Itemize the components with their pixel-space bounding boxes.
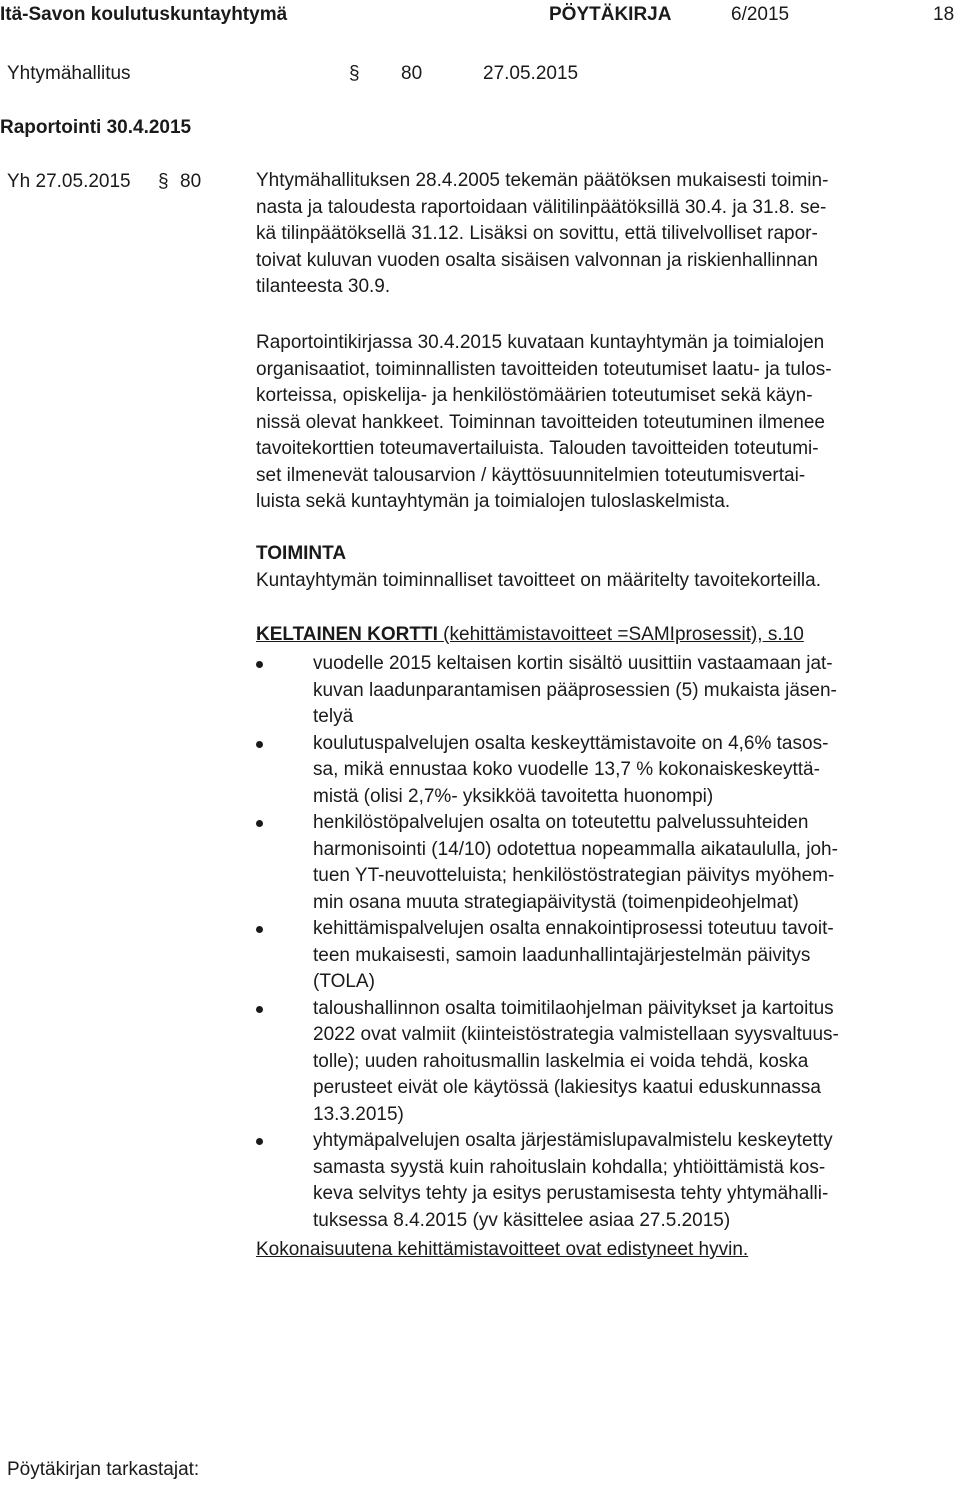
- list-item: [256, 810, 956, 916]
- document-type: PÖYTÄKIRJA: [549, 4, 672, 25]
- text-line: tolle); uuden rahoitusmallin laskelmia ei voida tehdä, koska: [313, 1050, 809, 1072]
- text-line: mistä (olisi 2,7%- yksikköä tavoitetta huonompi): [313, 785, 714, 807]
- text-line: yhtymäpalvelujen osalta järjestämislupavalmistelu keskeytetty: [313, 1130, 833, 1151]
- bullet-icon: [256, 1138, 263, 1145]
- signers-label: Pöytäkirjan tarkastajat:: [7, 1459, 200, 1480]
- toiminta-section: [256, 541, 950, 594]
- conclusion: [256, 1237, 950, 1264]
- text-line: (TOLA): [313, 971, 375, 992]
- text-line: tilanteesta 30.9.: [256, 276, 391, 297]
- text-line: toivat kuluvan vuoden osalta sisäisen valvonnan ja riskienhallinnan: [256, 249, 818, 271]
- goal-list: [256, 651, 956, 1234]
- list-item: [256, 916, 956, 996]
- text-line: kuvan laadunparantamisen pääprosessien (5) mukaista jäsen-: [313, 679, 837, 701]
- list-item: [256, 996, 956, 1129]
- text-line: sa, mikä ennustaa koko vuodelle 13,7 % kokonaiskeskeyttä-: [313, 759, 820, 780]
- document-number: 6/2015: [731, 4, 790, 25]
- organization-name: Itä-Savon koulutuskuntayhtymä: [0, 4, 288, 25]
- text-line: perusteet eivät ole käytössä (lakiesitys kaatui eduskunnassa: [313, 1077, 821, 1098]
- text-line: organisaatiot, toiminnallisten tavoitteiden toteutumiset laatu- ja tulos-: [256, 358, 832, 380]
- text-line: koulutuspalvelujen osalta keskeyttämistavoite on 4,6% tasos-: [313, 732, 829, 754]
- card-title: KELTAINEN KORTTI: [256, 624, 444, 645]
- list-item: [256, 651, 956, 731]
- reference-section: 80: [180, 171, 202, 192]
- svg-text:§: §: [158, 171, 169, 192]
- text-line: samasta syystä kuin rahoituslain kohdalla; yhtiöittämistä kos-: [313, 1156, 826, 1178]
- report-paragraph: [256, 330, 950, 516]
- section-sign-icon-2: [158, 170, 169, 192]
- text-line: min osana muuta strategiapäivitystä (toimenpideohjelmat): [313, 891, 799, 913]
- yellow-card-heading: [256, 622, 950, 649]
- list-item: [256, 1128, 956, 1234]
- svg-text:§: §: [349, 63, 360, 84]
- list-item: [256, 731, 956, 811]
- text-line: 13.3.2015): [313, 1103, 404, 1125]
- text-line: teen mukaisesti, samoin laadunhallintajärjestelmän päivitys: [313, 944, 811, 966]
- text-line: telyä: [313, 706, 354, 727]
- governing-body: Yhtymähallitus: [7, 63, 131, 84]
- text-line: korteissa, opiskelija- ja henkilöstömäärien toteutumiset sekä käyn-: [256, 385, 813, 406]
- section-heading: TOIMINTA: [256, 543, 347, 564]
- text-line: tavoitekorttien toteumavertailuista. Talouden tavoitteiden toteutumi-: [256, 438, 819, 459]
- section-number: 80: [401, 63, 423, 84]
- text-line: keva selvitys tehty ja esitys perustamisesta tehty yhtymähalli-: [313, 1183, 829, 1204]
- text-line: nissä olevat hankkeet. Toiminnan tavoitteiden toteutuminen ilmenee: [256, 411, 825, 433]
- text-line: tuksessa 8.4.2015 (yv käsittelee asiaa 27.5.2015): [313, 1209, 731, 1231]
- section-sign-icon: [349, 62, 360, 84]
- text-line: Yhtymähallituksen 28.4.2005 tekemän päätöksen mukaisesti toimin-: [256, 170, 829, 191]
- bullet-icon: [256, 1006, 263, 1013]
- text-line: 2022 ovat valmiit (kiinteistöstrategia valmistellaan syysvaltuus-: [313, 1024, 839, 1045]
- section-text: Kuntayhtymän toiminnalliset tavoitteet on määritelty tavoitekorteilla.: [256, 569, 821, 591]
- intro-paragraph: [256, 168, 950, 301]
- text-line: kehittämispalvelujen osalta ennakointiprosessi toteutuu tavoit-: [313, 918, 834, 939]
- text-line: harmonisointi (14/10) odotettua nopeammalla aikataululla, joh-: [313, 838, 838, 860]
- bullet-icon: [256, 661, 263, 668]
- bullet-icon: [256, 926, 263, 933]
- conclusion-text: Kokonaisuutena kehittämistavoitteet ovat edistyneet hyvin.: [256, 1239, 749, 1260]
- bullet-icon: [256, 820, 263, 827]
- text-line: Raportointikirjassa 30.4.2015 kuvataan kuntayhtymän ja toimialojen: [256, 332, 825, 353]
- text-line: luista sekä kuntayhtymän ja toimialojen tuloslaskelmista.: [256, 491, 731, 512]
- bullet-icon: [256, 741, 263, 748]
- text-line: nasta ja taloudesta raportoidaan välitilinpäätöksillä 30.4. ja 31.8. se-: [256, 196, 827, 218]
- text-line: vuodelle 2015 keltaisen kortin sisältö uusittiin vastaamaan jat-: [313, 653, 833, 674]
- text-line: tuen YT-neuvotteluista; henkilöstöstrategian päivitys myöhem-: [313, 865, 835, 886]
- meeting-date: 27.05.2015: [483, 63, 579, 84]
- page-number: 18: [933, 4, 955, 25]
- text-line: taloushallinnon osalta toimitilaohjelman päivitykset ja kartoitus: [313, 997, 834, 1019]
- text-line: set ilmenevät talousarvion / käyttösuunnitelmien toteutumisvertai-: [256, 464, 806, 486]
- text-line: henkilöstöpalvelujen osalta on toteutettu palvelussuhteiden: [313, 812, 809, 833]
- text-line: kä tilinpäätöksellä 31.12. Lisäksi on sovittu, että tilivelvolliset rapor-: [256, 223, 818, 244]
- card-subtitle: (kehittämistavoitteet =SAMIprosessit), s.10: [443, 624, 804, 645]
- reference-date: Yh 27.05.2015: [7, 171, 131, 192]
- page-title: Raportointi 30.4.2015: [0, 117, 192, 138]
